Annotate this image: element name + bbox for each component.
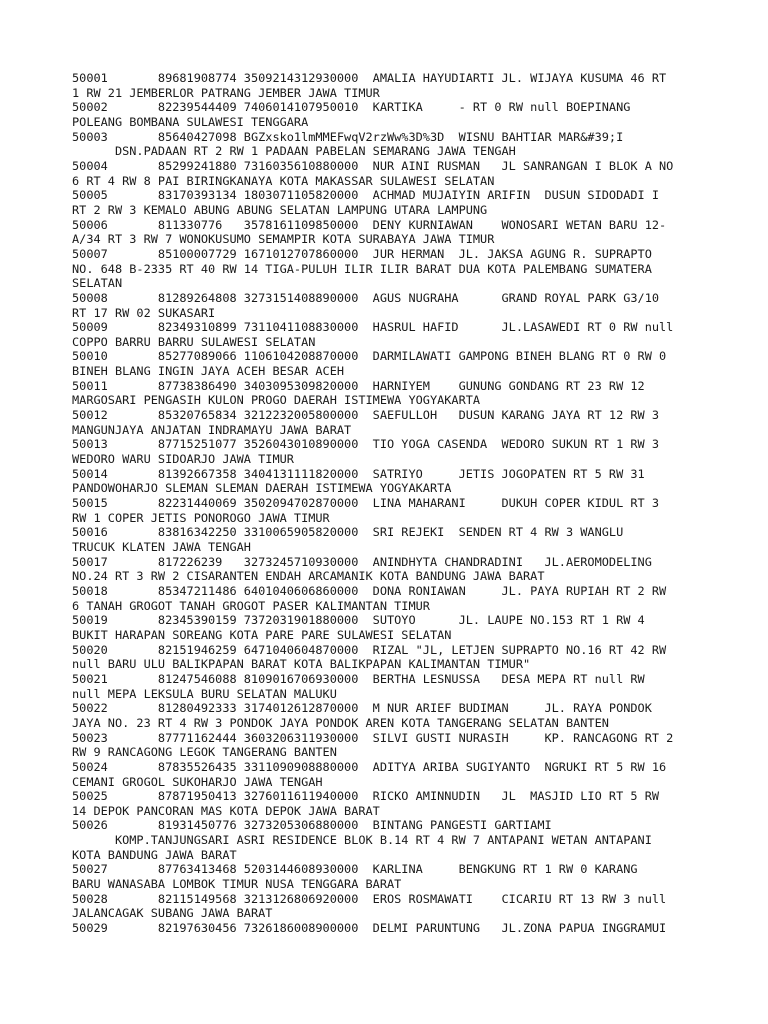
record-line: A/34 RT 3 RW 7 WONOKUSUMO SEMAMPIR KOTA SURABAYA JAWA TIMUR: [72, 232, 495, 247]
record-line: BARU WANASABA LOMBOK TIMUR NUSA TENGGARA BARAT: [72, 877, 402, 892]
record-line: SELATAN: [72, 276, 123, 291]
record-line: 50025 87871950413 3276011611940000 RICKO AMINNUDIN JL MASJID LIO RT 5 RW: [72, 789, 660, 804]
record-line: RT 17 RW 02 SUKASARI: [72, 305, 216, 320]
record-line: 50006 811330776 3578161109850000 DENY KURNIAWAN WONOSARI WETAN BARU 12-: [72, 217, 667, 232]
record-line: 50001 89681908774 3509214312930000 AMALIA HAYUDIARTI JL. WIJAYA KUSUMA 46 RT: [72, 71, 667, 85]
record-line: 50018 85347211486 6401040606860000 DONA RONIAWAN JL. PAYA RUPIAH RT 2 RW: [72, 583, 667, 598]
record-line: DSN.PADAAN RT 2 RW 1 PADAAN PABELAN SEMARANG JAWA TENGAH: [72, 144, 516, 159]
record-line: CEMANI GROGOL SUKOHARJO JAWA TENGAH: [72, 774, 323, 789]
record-line: RW 1 COPER JETIS PONOROGO JAWA TIMUR: [72, 510, 330, 525]
record-line: MANGUNJAYA ANJATAN INDRAMAYU JAWA BARAT: [72, 422, 352, 437]
record-line: TRUCUK KLATEN JAWA TENGAH: [72, 540, 251, 554]
record-line: JALANCAGAK SUBANG JAWA BARAT: [72, 906, 273, 921]
record-line: 50002 82239544409 7406014107950010 KARTIKA - RT 0 RW null BOEPINANG: [72, 100, 631, 115]
record-line: 50003 85640427098 BGZxsko1lmMMEFwqV2rzWw%3D%3D WISNU BAHTIAR MAR&#39;I: [72, 129, 624, 144]
record-line: PANDOWOHARJO SLEMAN SLEMAN DAERAH ISTIMEWA YOGYAKARTA: [72, 481, 452, 496]
record-line: RW 9 RANCAGONG LEGOK TANGERANG BANTEN: [72, 745, 337, 760]
record-line: 50005 83170393134 1803071105820000 ACHMAD MUJAIYIN ARIFIN DUSUN SIDODADI I: [72, 188, 660, 203]
record-line: 50022 81280492333 3174012612870000 M NUR ARIEF BUDIMAN JL. RAYA PONDOK: [72, 701, 652, 716]
record-line: 50020 82151946259 6471040604870000 RIZAL "JL, LETJEN SUPRAPTO NO.16 RT 42 RW: [72, 642, 667, 657]
record-line: 14 DEPOK PANCORAN MAS KOTA DEPOK JAWA BARAT: [72, 803, 380, 818]
record-line: 50009 82349310899 7311041108830000 HASRUL HAFID JL.LASAWEDI RT 0 RW null: [72, 320, 674, 335]
record-line: 50027 87763413468 5203144608930000 KARLINA BENGKUNG RT 1 RW 0 KARANG: [72, 862, 638, 877]
record-line: 6 RT 4 RW 8 PAI BIRINGKANAYA KOTA MAKASSAR SULAWESI SELATAN: [72, 173, 495, 188]
record-line: 50019 82345390159 7372031901880000 SUTOYO JL. LAUPE NO.153 RT 1 RW 4: [72, 613, 645, 628]
record-line: 50012 85320765834 3212232005800000 SAEFULLOH DUSUN KARANG JAYA RT 12 RW 3: [72, 408, 660, 423]
document-text-body: [72, 71, 702, 936]
record-line: 50013 87715251077 3526043010890000 TIO YOGA CASENDA WEDORO SUKUN RT 1 RW 3: [72, 437, 660, 452]
record-line: 50028 82115149568 3213126806920000 EROS ROSMAWATI CICARIU RT 13 RW 3 null: [72, 891, 667, 906]
record-line: NO.24 RT 3 RW 2 CISARANTEN ENDAH ARCAMANIK KOTA BANDUNG JAWA BARAT: [72, 569, 545, 584]
record-line: 50021 81247546088 8109016706930000 BERTHA LESNUSSA DESA MEPA RT null RW: [72, 671, 645, 686]
record-line: 50004 85299241880 7316035610880000 NUR AINI RUSMAN JL SANRANGAN I BLOK A NO: [72, 158, 674, 173]
record-line: 50017 817226239 3273245710930000 ANINDHYTA CHANDRADINI JL.AEROMODELING: [72, 554, 652, 569]
record-line: null BARU ULU BALIKPAPAN BARAT KOTA BALIKPAPAN KALIMANTAN TIMUR": [72, 657, 531, 672]
record-line: COPPO BARRU BARRU SULAWESI SELATAN: [72, 334, 316, 349]
record-line: 50026 81931450776 3273205306880000 BINTANG PANGESTI GARTIAMI: [72, 818, 552, 833]
record-line: 50016 83816342250 3310065905820000 SRI REJEKI SENDEN RT 4 RW 3 WANGLU: [72, 525, 624, 540]
record-line: 50024 87835526435 3311090908880000 ADITYA ARIBA SUGIYANTO NGRUKI RT 5 RW 16: [72, 759, 667, 774]
record-line: NO. 648 B-2335 RT 40 RW 14 TIGA-PULUH ILIR ILIR BARAT DUA KOTA PALEMBANG SUMATERA: [72, 261, 652, 276]
record-line: MARGOSARI PENGASIH KULON PROGO DAERAH ISTIMEWA YOGYAKARTA: [72, 393, 481, 408]
record-line: KOTA BANDUNG JAWA BARAT: [72, 847, 237, 862]
record-line: BUKIT HARAPAN SOREANG KOTA PARE PARE SULAWESI SELATAN: [72, 627, 452, 642]
record-line: 50015 82231440069 3502094702870000 LINA MAHARANI DUKUH COPER KIDUL RT 3: [72, 496, 660, 511]
record-line: WEDORO WARU SIDOARJO JAWA TIMUR: [72, 452, 294, 467]
record-line: 50029 82197630456 7326186008900000 DELMI PARUNTUNG JL.ZONA PAPUA INGGRAMUI: [72, 921, 667, 936]
record-line: 6 TANAH GROGOT TANAH GROGOT PASER KALIMANTAN TIMUR: [72, 598, 430, 613]
record-line: 1 RW 21 JEMBERLOR PATRANG JEMBER JAWA TIMUR: [72, 85, 380, 100]
record-line: JAYA NO. 23 RT 4 RW 3 PONDOK JAYA PONDOK AREN KOTA TANGERANG SELATAN BANTEN: [72, 715, 609, 730]
record-line: 50014 81392667358 3404131111820000 SATRIYO JETIS JOGOPATEN RT 5 RW 31: [72, 466, 645, 481]
record-line: BINEH BLANG INGIN JAYA ACEH BESAR ACEH: [72, 364, 345, 379]
record-line: 50008 81289264808 3273151408890000 AGUS NUGRAHA GRAND ROYAL PARK G3/10: [72, 290, 660, 305]
record-line: KOMP.TANJUNGSARI ASRI RESIDENCE BLOK B.14 RT 4 RW 7 ANTAPANI WETAN ANTAPANI: [72, 833, 652, 848]
record-line: null MEPA LEKSULA BURU SELATAN MALUKU: [72, 686, 337, 701]
record-line: RT 2 RW 3 KEMALO ABUNG ABUNG SELATAN LAMPUNG UTARA LAMPUNG: [72, 202, 488, 217]
record-line: 50011 87738386490 3403095309820000 HARNIYEM GUNUNG GONDANG RT 23 RW 12: [72, 378, 645, 393]
record-line: 50007 85100007729 1671012707860000 JUR HERMAN JL. JAKSA AGUNG R. SUPRAPTO: [72, 246, 652, 261]
record-line: 50010 85277089066 1106104208870000 DARMILAWATI GAMPONG BINEH BLANG RT 0 RW 0: [72, 349, 667, 364]
record-line: POLEANG BOMBANA SULAWESI TENGGARA: [72, 114, 309, 129]
record-line: 50023 87771162444 3603206311930000 SILVI GUSTI NURASIH KP. RANCAGONG RT 2: [72, 730, 674, 745]
